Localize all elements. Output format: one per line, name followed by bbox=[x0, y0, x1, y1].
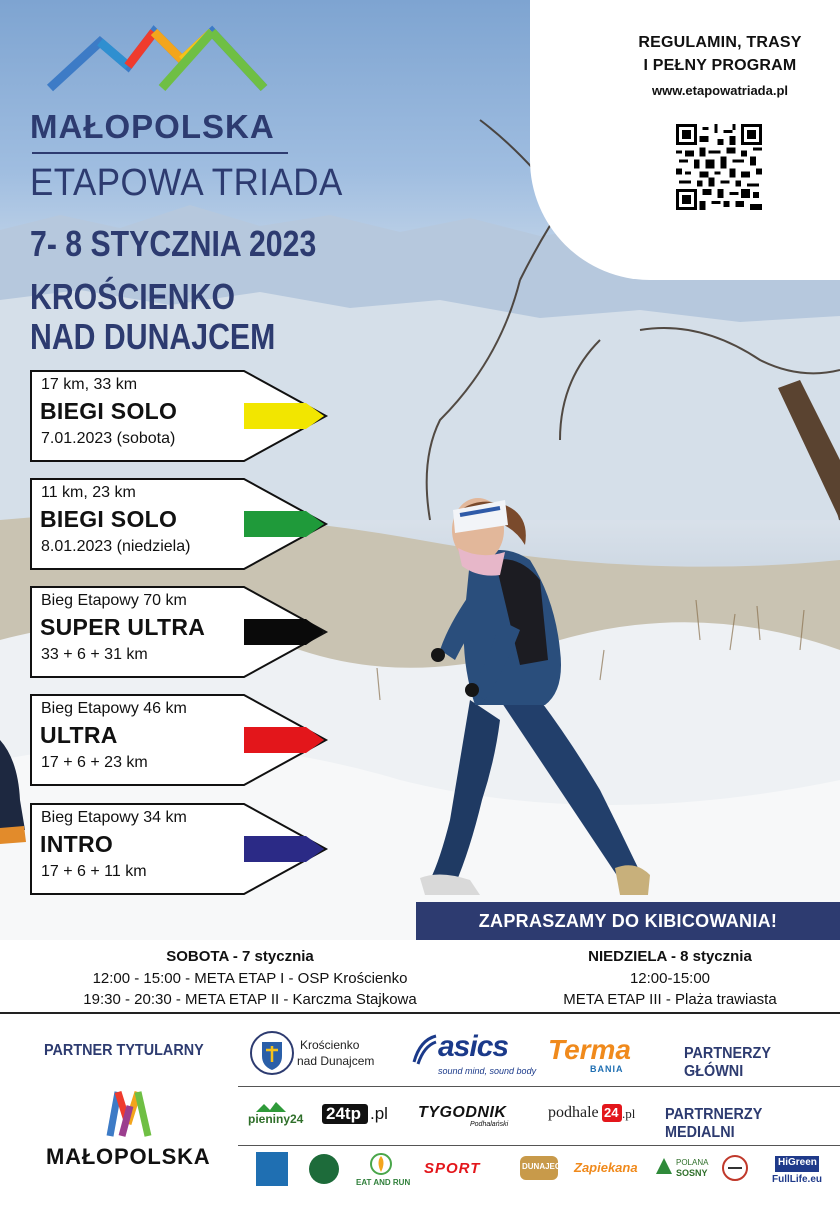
podhale24-logo-part1: podhale bbox=[548, 1104, 599, 1121]
website-link[interactable]: www.etapowatriada.pl bbox=[651, 83, 789, 98]
malopolska-bottom-brand: MAŁOPOLSKA bbox=[46, 1144, 211, 1169]
race-name: INTRO bbox=[40, 831, 114, 857]
saturday-item-2: 19:30 - 20:30 - META ETAP II - Karczma Stajkowa bbox=[83, 991, 417, 1008]
trail-color-stripe bbox=[244, 511, 324, 537]
race-date: 7.01.2023 (sobota) bbox=[41, 430, 176, 447]
rules-heading-line1: REGULAMIN, TRASY bbox=[638, 34, 802, 51]
podhale24-logo-part2: 24 bbox=[604, 1105, 619, 1120]
media-partners-heading: PARTRNERZY MEDIALNI bbox=[665, 1106, 763, 1141]
fulllife-logo: FullLife.eu bbox=[772, 1174, 822, 1185]
race-stages: 17 + 6 + 23 km bbox=[41, 754, 148, 771]
saturday-heading: SOBOTA - 7 stycznia bbox=[166, 948, 314, 965]
event-place-line2: NAD DUNAJCEM bbox=[30, 316, 276, 357]
event-date: 7- 8 STYCZNIA 2023 bbox=[30, 223, 317, 264]
dunajec-logo: DUNAJEC bbox=[522, 1162, 561, 1171]
asics-logo: asics bbox=[438, 1030, 509, 1063]
event-place-line1: KROŚCIENKO bbox=[30, 276, 235, 317]
terma-sub: BANIA bbox=[590, 1064, 624, 1074]
terma-logo: Terma bbox=[548, 1034, 632, 1065]
partners-divider bbox=[238, 1086, 840, 1087]
trail-color-stripe bbox=[244, 727, 324, 753]
pieniny-mountain-icon bbox=[256, 1102, 286, 1112]
race-distances: Bieg Etapowy 34 km bbox=[41, 809, 187, 826]
race-name: SUPER ULTRA bbox=[40, 614, 206, 640]
brand-name: MAŁOPOLSKA bbox=[30, 108, 275, 145]
sunday-heading: NIEDZIELA - 8 stycznia bbox=[588, 948, 752, 965]
kroscienko-logo-line2: nad Dunajcem bbox=[297, 1054, 375, 1068]
race-distances: Bieg Etapowy 70 km bbox=[41, 592, 187, 609]
asics-stripes-icon bbox=[410, 1034, 438, 1066]
sponsor-red-logo: SPORT bbox=[424, 1160, 481, 1177]
saturday-item-1: 12:00 - 15:00 - META ETAP I - OSP Krościenko bbox=[92, 970, 408, 987]
kroscienko-logo-line1: Krościenko bbox=[300, 1038, 360, 1052]
malopolska-mountains-logo bbox=[42, 18, 272, 98]
race-distances: Bieg Etapowy 46 km bbox=[41, 700, 187, 717]
rules-heading-line2: I PEŁNY PROGRAM bbox=[643, 57, 797, 74]
tygodnik-logo: TYGODNIK bbox=[418, 1104, 507, 1121]
race-name: BIEGI SOLO bbox=[40, 398, 178, 424]
tp24-logo: 24tp bbox=[326, 1104, 361, 1123]
polana-tree-icon bbox=[654, 1158, 674, 1174]
podhale24-logo-part3: .pl bbox=[622, 1106, 636, 1121]
event-name: ETAPOWA TRIADA bbox=[30, 162, 343, 204]
main-partners-heading: PARTNERZY GŁÓWNI bbox=[684, 1045, 771, 1080]
polana-logo: POLANA bbox=[676, 1158, 709, 1167]
eat-and-run-logo: EAT AND RUN bbox=[356, 1178, 411, 1187]
race-sign-super-ultra bbox=[30, 586, 330, 678]
eat-and-run-icon bbox=[370, 1152, 392, 1176]
sunday-item-1: 12:00-15:00 bbox=[629, 970, 711, 987]
race-sign-intro bbox=[30, 803, 330, 895]
asics-tagline: sound mind, sound body bbox=[438, 1066, 537, 1076]
section-divider bbox=[0, 1012, 840, 1014]
sosny-logo: SOSNY bbox=[676, 1168, 708, 1178]
trail-color-stripe bbox=[244, 836, 324, 862]
race-distances: 11 km, 23 km bbox=[41, 484, 136, 501]
sponsor-badge-icon bbox=[722, 1154, 748, 1184]
race-stages: 17 + 6 + 11 km bbox=[41, 863, 147, 880]
tygodnik-sub: Podhalański bbox=[470, 1121, 509, 1128]
race-sign-solo-sat bbox=[30, 370, 330, 462]
higreen-logo: HiGreen bbox=[778, 1157, 817, 1168]
race-stages: 33 + 6 + 31 km bbox=[41, 646, 148, 663]
race-name: ULTRA bbox=[40, 722, 118, 748]
kroscienko-crest-icon bbox=[250, 1028, 294, 1078]
title-partner-heading: PARTNER TYTULARNY bbox=[44, 1042, 204, 1059]
sponsor-green-circle-logo bbox=[309, 1154, 339, 1184]
tp24-suffix: .pl bbox=[370, 1104, 388, 1123]
zapiekana-logo: Zapiekana bbox=[574, 1160, 638, 1175]
trail-color-stripe bbox=[244, 619, 324, 645]
trail-color-stripe bbox=[244, 403, 324, 429]
pieniny24-logo: pieniny24 bbox=[248, 1112, 304, 1126]
sponsor-blue-logo bbox=[256, 1152, 288, 1186]
race-name: BIEGI SOLO bbox=[40, 506, 178, 532]
race-date: 8.01.2023 (niedziela) bbox=[41, 538, 191, 555]
race-sign-solo-sun bbox=[30, 478, 330, 570]
brand-divider bbox=[32, 152, 288, 154]
cheer-banner: ZAPRASZAMY DO KIBICOWANIA! bbox=[416, 902, 840, 940]
malopolska-m-logo bbox=[104, 1088, 154, 1140]
race-distances: 17 km, 33 km bbox=[41, 376, 138, 393]
sunday-item-2: META ETAP III - Plaża trawiasta bbox=[563, 991, 777, 1008]
partners-divider bbox=[238, 1145, 840, 1146]
qr-code-icon[interactable] bbox=[676, 124, 762, 210]
race-sign-ultra bbox=[30, 694, 330, 786]
